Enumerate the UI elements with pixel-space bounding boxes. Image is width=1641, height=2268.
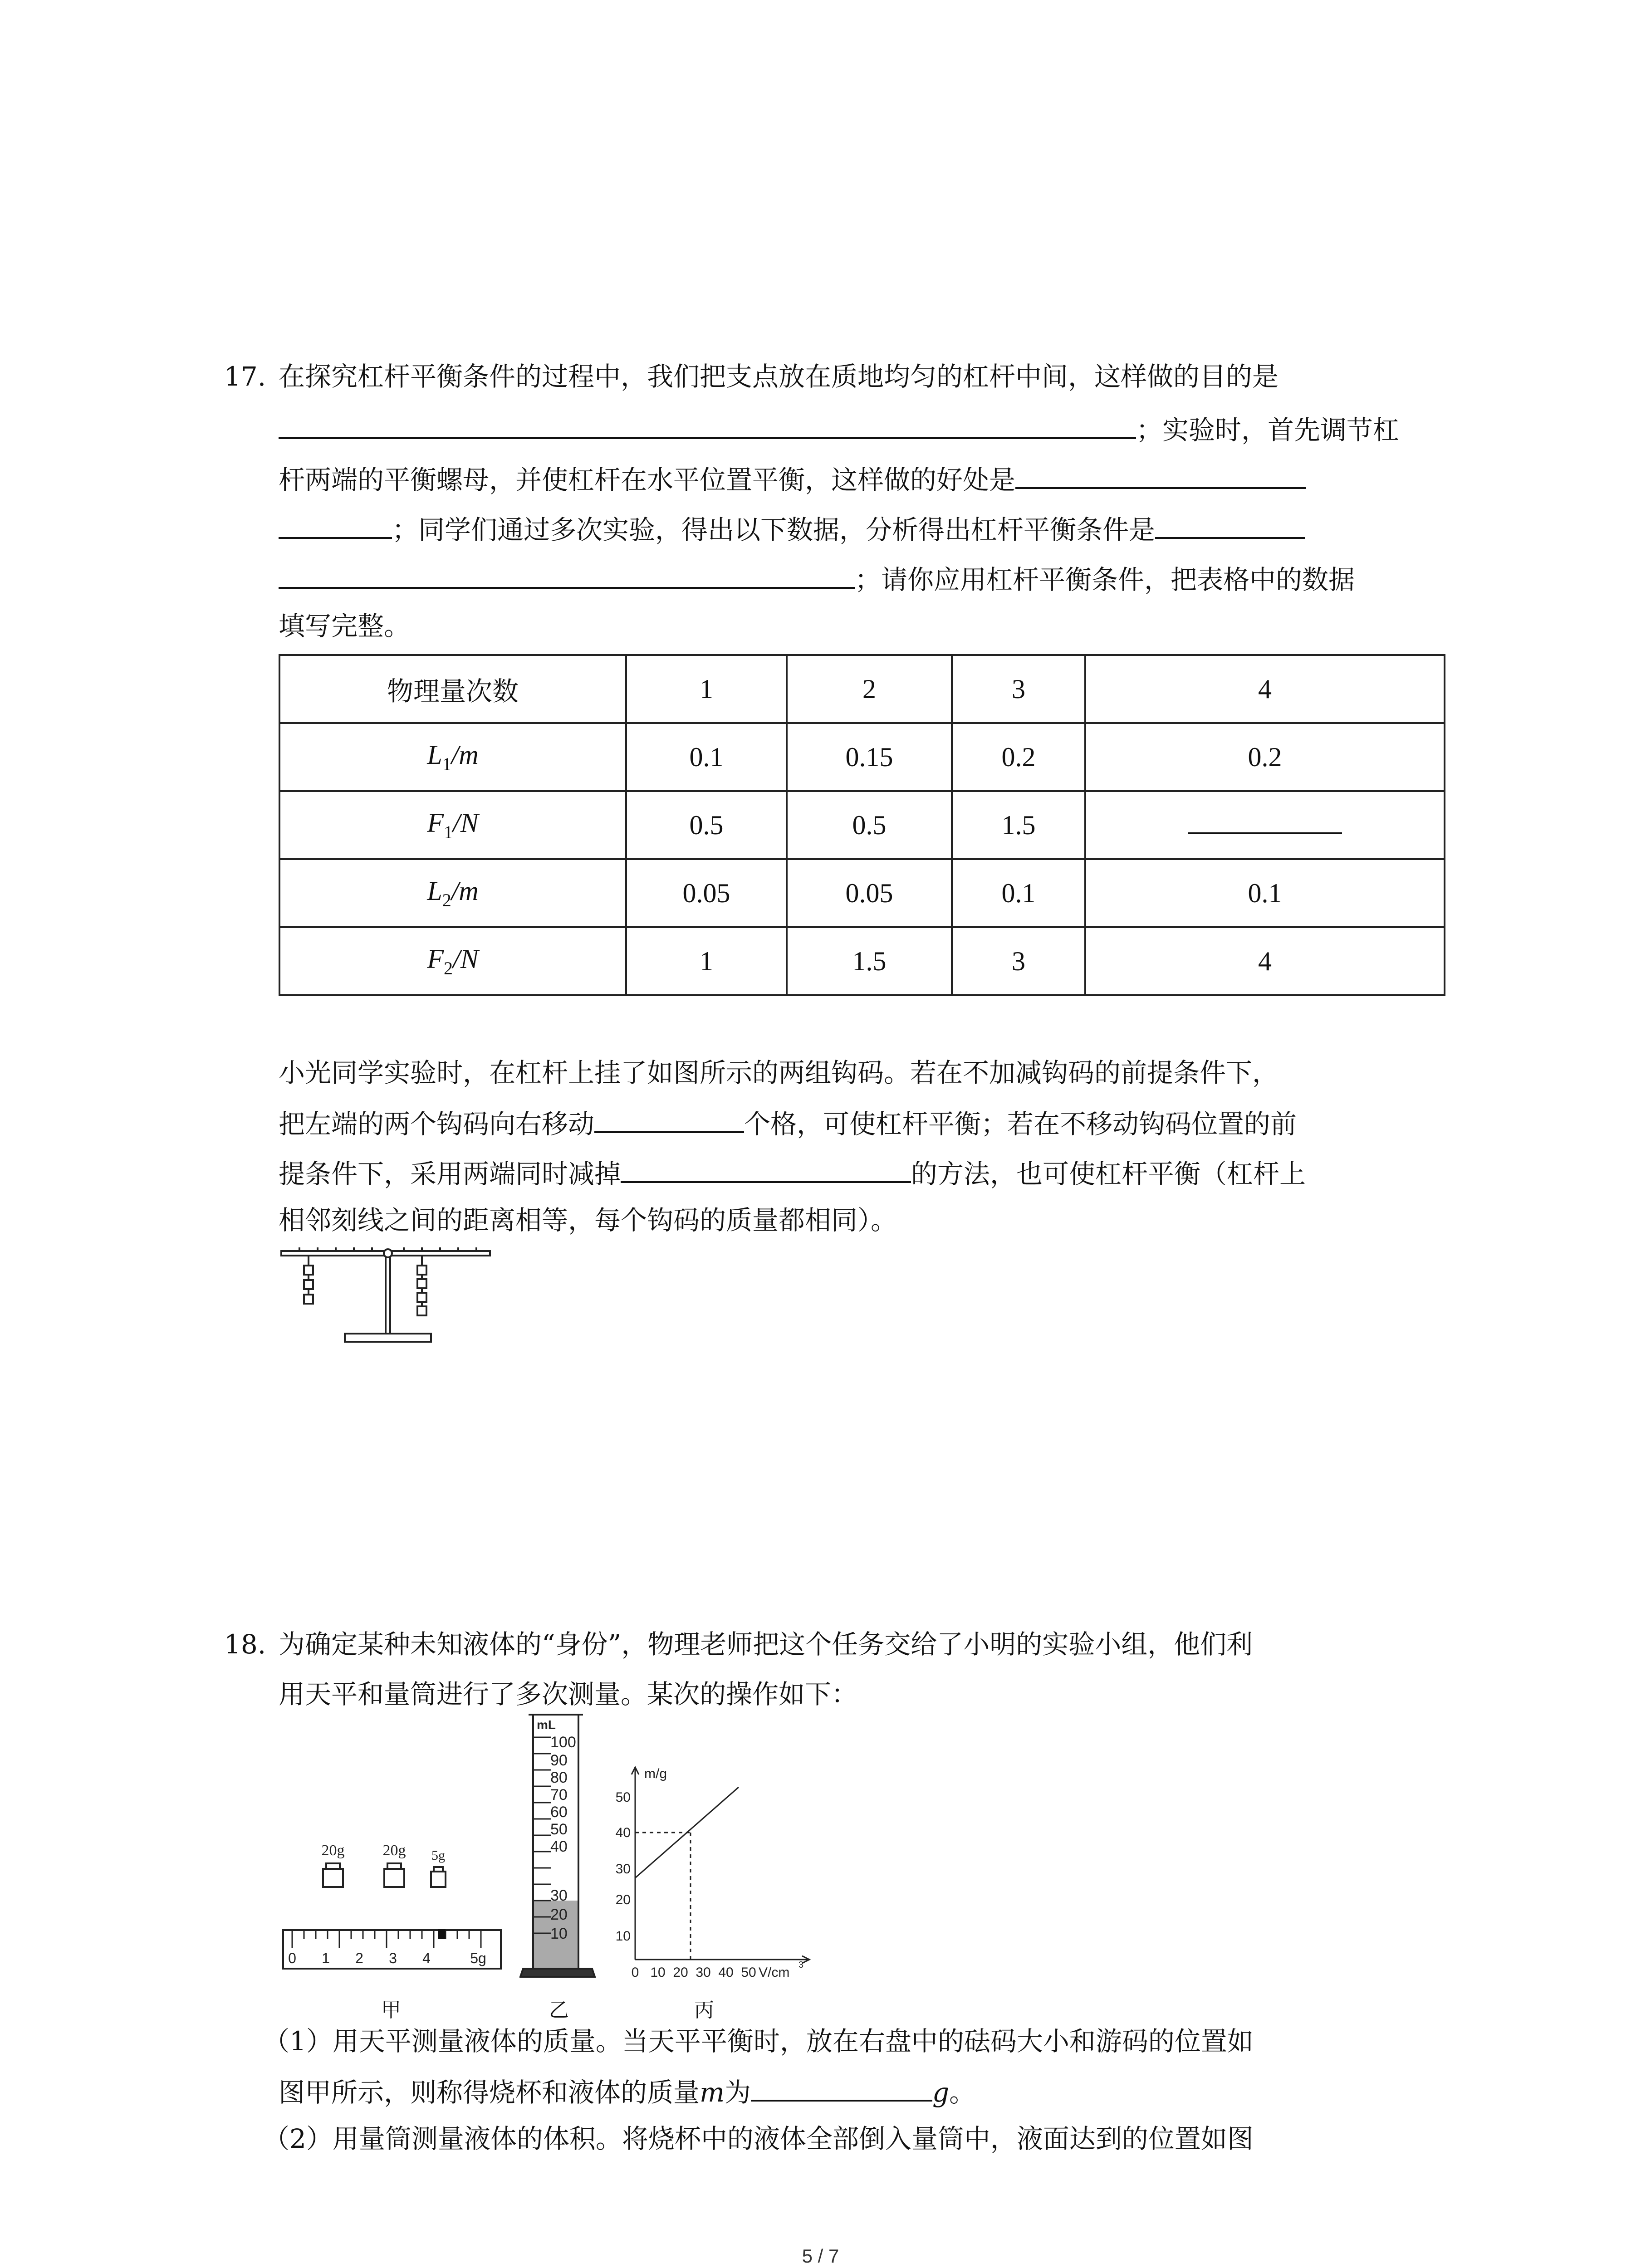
ruler-label: 2 [355,1950,363,1966]
q18-s1a: （1）用天平测量液体的质量。当天平平衡时，放在右盘中的砝码大小和游码的位置如 [263,2026,1254,2057]
weight-20g-icon [323,1863,343,1887]
cylinder-label: 80 [550,1769,568,1786]
cylinder-label: 60 [550,1804,568,1821]
x-tick-label: 10 [650,1965,666,1980]
q18-line2: 用天平和量筒进行了多次测量。某次的操作如下： [279,1679,858,1710]
mv-graph-bing [599,1751,835,1987]
q17-line2 [279,413,1399,446]
ruler-label: 5g [470,1950,486,1966]
table-cell: 3 [952,927,1085,995]
row-label: $L_1/m$ [279,723,626,791]
cylinder-label: 50 [550,1821,568,1838]
table-cell: 0.05 [787,859,952,927]
q17-p2-line1: 小光同学实验时，在杠杆上挂了如图所示的两组钩码。若在不加减钩码的前提条件下， [279,1057,1279,1088]
answer-blank-mass[interactable] [751,2075,932,2102]
ruler-label: 0 [288,1950,296,1966]
q17-p2-line2: 把左端的两个钩码向右移动 个格，可使杠杆平衡；若在不移动钩码位置的前 [279,1107,1297,1140]
right-weights [417,1256,426,1315]
table-cell: 0.15 [787,723,952,791]
left-weights [304,1256,313,1304]
cylinder-label: 40 [550,1838,568,1855]
q17-line2-text: ；实验时，首先调节杠 [1136,415,1400,445]
y-tick-label: 30 [615,1862,631,1877]
weight-label: 20g [382,1842,406,1859]
weight-20g-icon [384,1863,404,1887]
q18-s2: （2）用量筒测量液体的体积。将烧杯中的液体全部倒入量筒中，液面达到的位置如图 [263,2123,1254,2154]
table-header-cell: 3 [952,655,1085,723]
q17-line4-text: ；同学们通过多次实验，得出以下数据，分析得出杠杆平衡条件是 [392,514,1156,545]
table-cell: 1 [626,927,787,995]
x-axis-label-sup: 3 [798,1960,804,1970]
q17-number: 17. [224,361,266,392]
cylinder-label: 10 [550,1925,568,1942]
table-cell: 0.1 [626,723,787,791]
y-tick-label: 20 [615,1892,631,1907]
q17-line6: 填写完整。 [279,611,411,641]
table-cell: 4 [1085,927,1445,995]
q17-p2-line3: 提条件下，采用两端同时减掉 的方法，也可使杠杆平衡（杠杆上 [279,1157,1306,1190]
table-row [279,927,1445,995]
cylinder-figure-yi [519,1710,601,1987]
cylinder-label: 20 [550,1906,568,1923]
cylinder-label: 70 [550,1786,568,1804]
q17-line1: 在探究杠杆平衡条件的过程中，我们把支点放在质地均匀的杠杆中间，这样做的目的是 [279,361,1279,392]
answer-blank-5[interactable] [621,1157,911,1183]
lever-figure [272,1243,499,1352]
y-tick-label: 10 [615,1929,631,1944]
table-cell: 0.2 [952,723,1085,791]
table-header-cell: 1 [626,655,787,723]
caption-jia: 甲 [381,1999,401,2022]
table-cell: 1.5 [952,791,1085,859]
ruler-label: 1 [322,1950,330,1966]
q18-number: 18. [224,1629,266,1660]
table-cell: 0.5 [626,791,787,859]
answer-blank-3a[interactable] [1155,513,1305,539]
answer-blank-3b[interactable] [279,562,855,589]
answer-blank-2b[interactable] [279,513,392,539]
table-header-cell: 物理量次数 [279,655,626,723]
y-tick-label: 40 [615,1825,631,1840]
table-cell: 0.05 [626,859,787,927]
table-row [279,859,1445,927]
cylinder-base [520,1969,595,1977]
cylinder-unit: mL [537,1718,556,1732]
answer-blank-table[interactable] [1188,814,1342,834]
table-cell: 0.1 [952,859,1085,927]
x-tick-label: 30 [696,1965,711,1980]
q17-line5 [279,562,1355,596]
q17-line3 [279,463,1306,496]
cylinder-label: 30 [550,1887,568,1904]
x-tick-label: 0 [631,1965,639,1980]
ruler-label: 3 [389,1950,397,1966]
pivot-icon [384,1249,392,1257]
rider-icon [438,1929,446,1939]
page-number: 5 / 7 [802,2245,839,2267]
cylinder-label: 90 [550,1752,568,1769]
row-label: $F_2/N$ [279,927,626,995]
q17-line4 [279,513,1305,546]
row-label: $L_2/m$ [279,859,626,927]
table-header-cell: 2 [787,655,952,723]
weight-label: 20g [321,1842,345,1859]
table-header-cell: 4 [1085,655,1445,723]
row-label: $F_1/N$ [279,791,626,859]
table-cell: 0.1 [1085,859,1445,927]
table-row [279,791,1445,859]
y-tick-label: 50 [615,1790,631,1805]
x-tick-label: 50 [741,1965,756,1980]
q18-s1b: 图甲所示，则称得烧杯和液体的质量m为 g。 [279,2075,975,2108]
x-tick-label: 40 [718,1965,734,1980]
y-axis-label: m/g [644,1766,667,1781]
answer-blank-2a[interactable] [1015,463,1306,489]
x-axis-label: V/cm [759,1965,790,1980]
q17-line3-text: 杆两端的平衡螺母，并使杠杆在水平位置平衡，这样做的好处是 [279,464,1016,495]
cylinder-label: 100 [550,1734,576,1751]
table-cell: 1.5 [787,927,952,995]
weight-5g-icon [431,1867,446,1887]
caption-yi: 乙 [549,1999,569,2022]
q17-p2-line4: 相邻刻线之间的距离相等，每个钩码的质量都相同）。 [279,1205,897,1236]
caption-bing: 丙 [694,1999,714,2022]
table-header-row [279,655,1445,723]
table-cell-blank[interactable] [1085,791,1445,859]
answer-blank-1[interactable] [279,413,1136,439]
answer-blank-4[interactable] [594,1107,744,1133]
ruler-label: 4 [422,1950,431,1966]
x-tick-label: 20 [673,1965,688,1980]
weight-label: 5g [431,1848,445,1863]
q18-line1: 为确定某种未知液体的“身份”，物理老师把这个任务交给了小明的实验小组，他们利 [279,1629,1253,1660]
q17-line5-text: ；请你应用杠杆平衡条件，把表格中的数据 [855,564,1355,595]
stand-base [345,1334,431,1342]
table-cell: 0.2 [1085,723,1445,791]
table-row [279,723,1445,791]
balance-figure-jia [279,1842,514,1978]
table-cell: 0.5 [787,791,952,859]
data-table [279,654,1445,996]
